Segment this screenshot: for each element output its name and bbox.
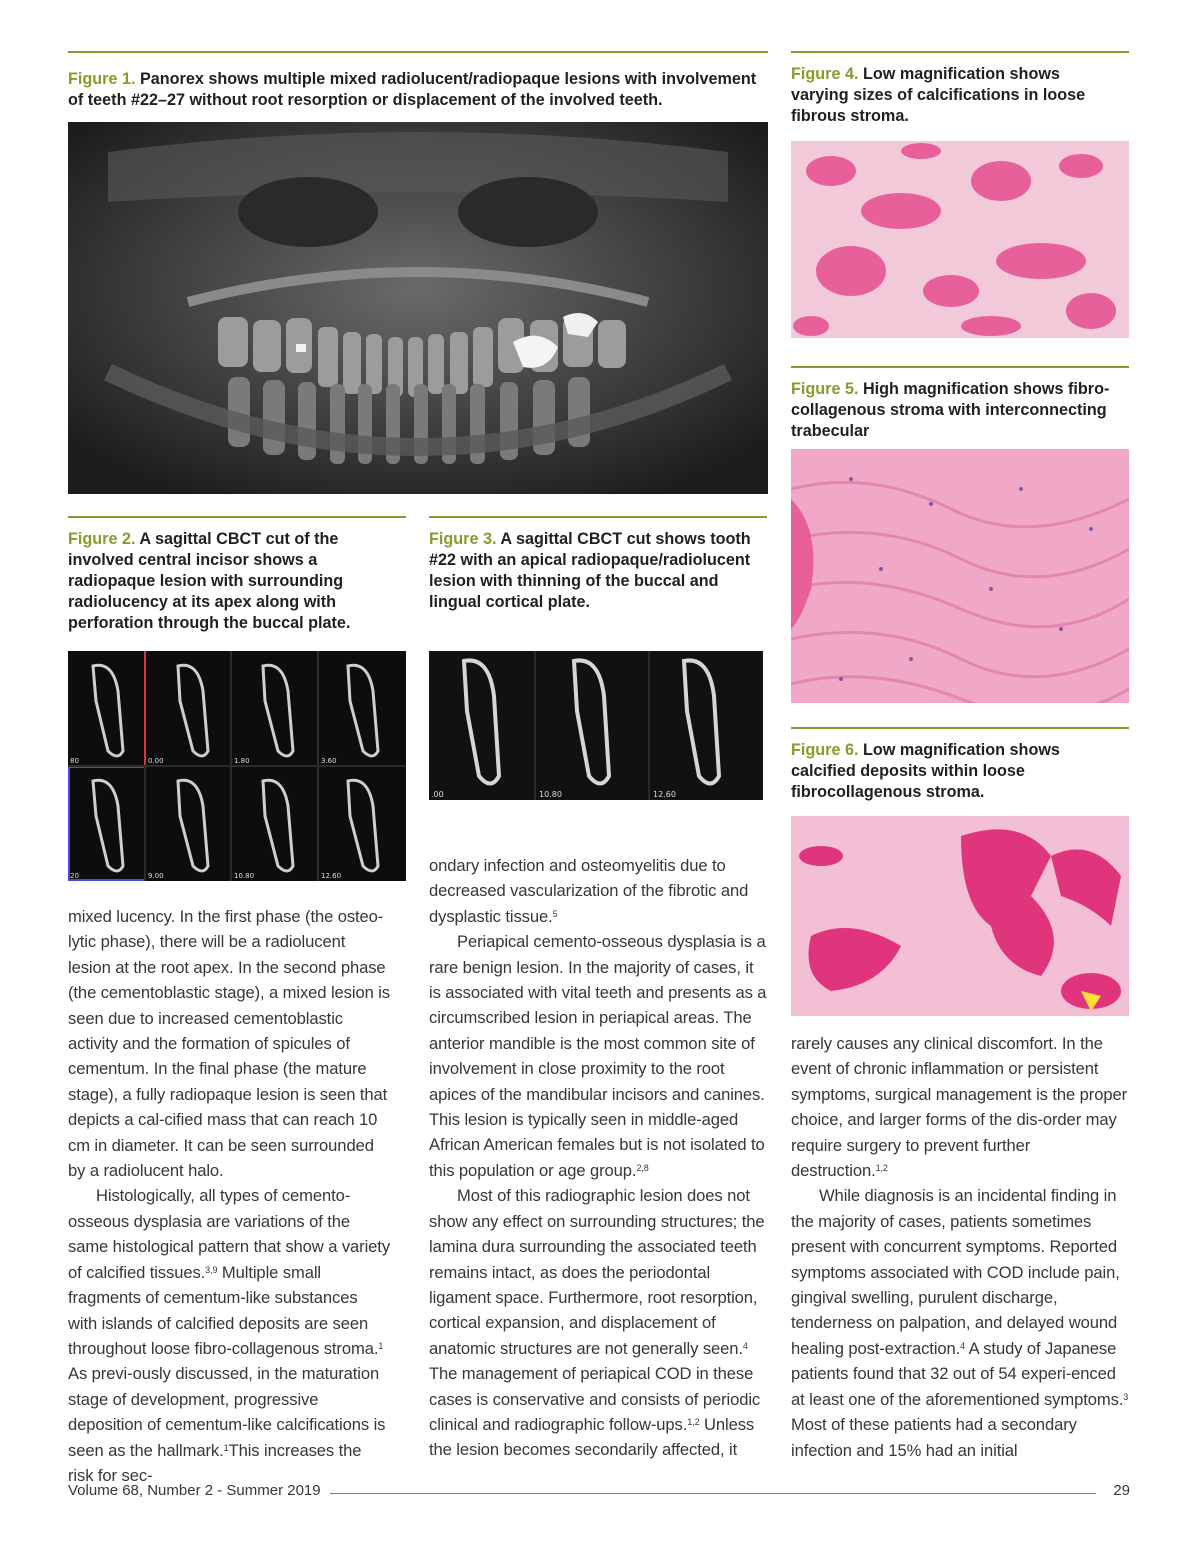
fig2-cut-label: 12.60 xyxy=(321,872,342,880)
col3-paragraph-2: While diagnosis is an incidental finding in the majority of cases, patients sometimes present with concurrent symptoms. Reported symptoms associated with COD include pain, gingival swelling, purulent discharge, tenderness on palpation, and delayed wound healing post-extraction.$^4$ A study of Japanese patients found that 32 out of 54 experi-enced at least one of the aforementioned symptoms.$^3$ Most of these patients had a secondary infection and 15% had an initial xyxy=(791,1186,1129,1460)
col1-paragraph-1: mixed lucency. In the first phase (the osteo-lytic phase), there will be a radiolucent lesion at the root apex. In the second phase (the cementoblastic stage), a mixed lesion is seen due to increased cementoblastic activity and the formation of spicules of cementum. In the final phase (the mature stage), a fully radiopaque lesion is seen that depicts a cal-cified mass that can reach 10 cm in diameter. It can be seen surrounded by a radiolucent halo. xyxy=(68,907,390,1181)
footer-volume: Volume 68, Number 2 - Summer 2019 xyxy=(68,1482,321,1499)
fig2-caption xyxy=(68,529,408,634)
fig6-label: Figure 6. xyxy=(791,741,859,759)
fig2-cut-label: 80 xyxy=(70,757,79,765)
fig4-caption-text: Low magnification shows varying sizes of calcifications in loose fibrous stroma. xyxy=(791,65,1086,125)
footer-rule xyxy=(330,1493,1096,1494)
col3-paragraph-1: rarely causes any clinical discomfort. In the event of chronic inflammation or persistent symptoms, surgical management is the proper choice, and larger forms of the dis-order may require surgery to prevent further destruction.$^{1,2}$ xyxy=(791,1034,1128,1181)
fig3-rule xyxy=(429,516,767,518)
fig2-cut-label: 0.00 xyxy=(148,757,164,765)
fig6-caption xyxy=(791,740,1129,803)
fig3-caption-text: A sagittal CBCT cut shows tooth #22 with an apical radiopaque/radiolucent lesion with thinning of the buccal and lingual cortical plate. xyxy=(429,530,751,611)
body-column-2 xyxy=(429,853,769,1463)
fig3-cbct-strip xyxy=(429,651,763,800)
fig1-rule xyxy=(68,51,768,53)
col2-paragraph-2: Periapical cemento-osseous dysplasia is a rare benign lesion. In the majority of cases, it is associated with vital teeth and presents as a circumscribed lesion in periapical areas. The anterior mandible is the most common site of involvement in close proximity to the root apices of the mandibular incisors and canines. This lesion is typically seen in middle-aged African American females but is not isolated to this population or age group.$^{2,8}$ xyxy=(429,932,767,1180)
fig4-histology-image xyxy=(791,141,1129,338)
fig5-rule xyxy=(791,366,1129,368)
body-column-3 xyxy=(791,1031,1131,1463)
fig1-panorex-image xyxy=(68,122,768,494)
fig2-cut-label: 20 xyxy=(70,872,79,880)
fig5-histology-image xyxy=(791,449,1129,703)
fig2-cut-label: 10.80 xyxy=(234,872,255,880)
page-number: 29 xyxy=(1113,1482,1130,1499)
fig2-rule xyxy=(68,516,406,518)
fig5-caption-text: High magnification shows fibro-collagenous stroma with interconnecting trabecular xyxy=(791,380,1110,440)
col2-paragraph-3: Most of this radiographic lesion does not show any effect on surrounding structures; the lamina dura surrounding the associated teeth remains intact, as does the periodontal ligament space. Furthermore, root resorption, cortical expansion, and displacement of anatomic structures are not generally seen.$^4$ The management of periapical COD in these cases is conservative and consists of periodic clinical and radiographic follow-ups.$^{1,2}$ Unless the lesion becomes secondarily affected, it xyxy=(429,1186,765,1460)
fig2-cut-label: 1.80 xyxy=(234,757,250,765)
fig2-cut-label: 9.00 xyxy=(148,872,164,880)
fig5-label: Figure 5. xyxy=(791,380,859,398)
fig2-caption-text: A sagittal CBCT cut of the involved central incisor shows a radiopaque lesion with surrounding radiolucency at its apex along with perforation through the buccal plate. xyxy=(68,530,351,632)
fig4-rule xyxy=(791,51,1129,53)
fig6-rule xyxy=(791,727,1129,729)
fig6-histology-image xyxy=(791,816,1129,1016)
fig4-label: Figure 4. xyxy=(791,65,859,83)
fig2-cut-label: 3.60 xyxy=(321,757,337,765)
fig2-cbct-grid xyxy=(68,651,406,881)
fig1-label: Figure 1. xyxy=(68,70,136,88)
fig2-label: Figure 2. xyxy=(68,530,136,548)
fig3-cbct-image xyxy=(429,651,763,800)
fig3-label: Figure 3. xyxy=(429,530,497,548)
fig3-cut-label: 10.80 xyxy=(539,790,562,799)
fig4-caption xyxy=(791,64,1091,127)
fig3-cut-label: .00 xyxy=(431,790,444,799)
fig2-cbct-image xyxy=(68,651,406,881)
fig3-caption xyxy=(429,529,769,613)
fig6-caption-text: Low magnification shows calcified deposits within loose fibrocollagenous stroma. xyxy=(791,741,1060,801)
col1-paragraph-2: Histologically, all types of cemento-osseous dysplasia are variations of the same histological pattern that show a variety of calcified tissues.$^{3,9}$ Multiple small fragments of cementum-like substances with islands of calcified deposits are seen throughout loose fibro-collagenous stroma.$^1$ As previ-ously discussed, in the maturation stage of development, progressive deposition of cementum-like calcifications is seen as the hallmark.$^1$This increases the risk for sec- xyxy=(68,1186,391,1485)
fig1-caption-text: Panorex shows multiple mixed radiolucent/radiopaque lesions with involvement of teeth #22–27 without root resorption or displacement of the involved teeth. xyxy=(68,70,757,109)
col2-paragraph-1: ondary infection and osteomyelitis due to decreased vascularization of the fibrotic and dysplastic tissue.$^5$ xyxy=(429,856,749,926)
fig5-caption xyxy=(791,379,1121,442)
body-column-1 xyxy=(68,904,390,1488)
fig3-cut-label: 12.60 xyxy=(653,790,676,799)
fig1-caption xyxy=(68,69,768,111)
page-footer xyxy=(68,1482,1130,1506)
